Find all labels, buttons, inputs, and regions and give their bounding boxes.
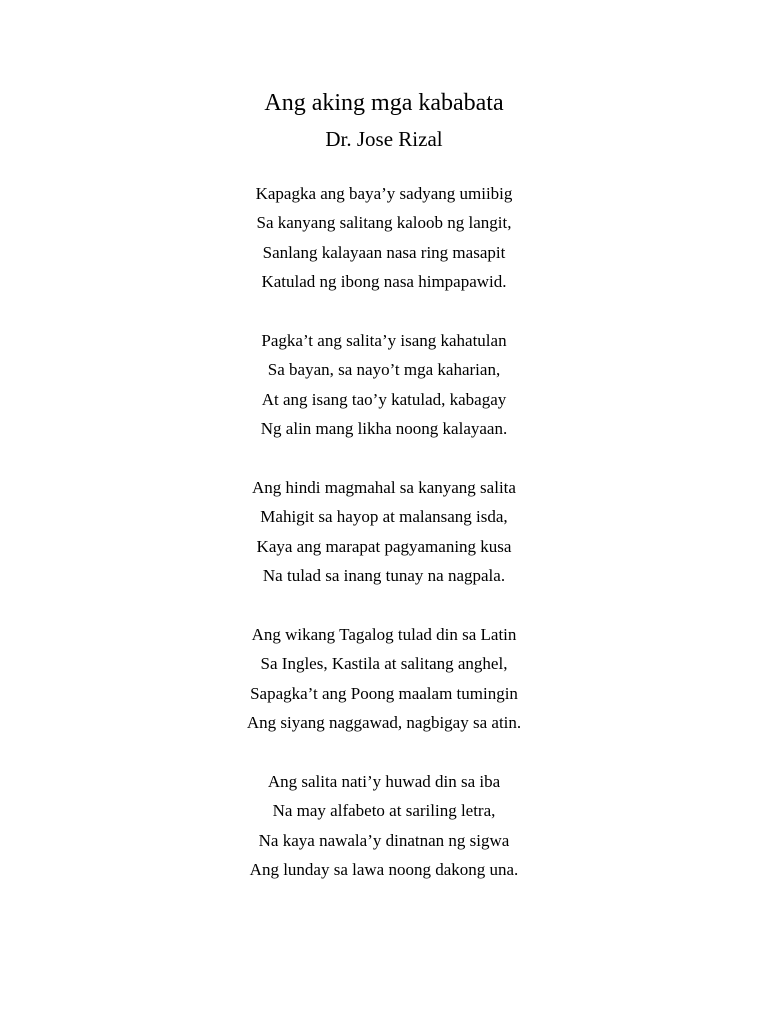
poem-body [0, 179, 768, 914]
stanza-4 [0, 620, 768, 767]
poem-line: Na kaya nawala’y dinatnan ng sigwa [258, 830, 510, 850]
poem-line: Ng alin mang likha noong kalayaan. [260, 419, 508, 439]
poem-title: Ang aking mga kababata [264, 90, 504, 116]
poem-line: Sa bayan, sa nayo’t mga kaharian, [267, 360, 501, 380]
poem-line: Ang wikang Tagalog tulad din sa Latin [251, 625, 517, 644]
poem-line: Sapagka’t ang Poong maalam tumingin [250, 683, 518, 703]
poem-line: Katulad ng ibong nasa himpapawid. [261, 272, 507, 292]
stanza-2 [0, 326, 768, 473]
poem-line: Kapagka ang baya’y sadyang umiibig [255, 184, 513, 203]
stanza-1 [0, 179, 768, 326]
stanza-3 [0, 473, 768, 620]
poem-line: Na may alfabeto at sariling letra, [272, 801, 496, 821]
poem-line: Ang hindi magmahal sa kanyang salita [252, 478, 516, 497]
poem-line: Sanlang kalayaan nasa ring masapit [262, 242, 506, 262]
poem-line: Na tulad sa inang tunay na nagpala. [262, 566, 506, 586]
poem-line: At ang isang tao’y katulad, kabagay [261, 389, 507, 409]
poem-line: Kaya ang marapat pagyamaning kusa [256, 536, 512, 556]
poem-line: Pagka’t ang salita’y isang kahatulan [261, 331, 507, 350]
stanza-5 [0, 767, 768, 914]
poem-line: Ang siyang naggawad, nagbigay sa atin. [246, 713, 522, 733]
poem-line: Mahigit sa hayop at malansang isda, [260, 507, 508, 527]
poem-line: Sa kanyang salitang kaloob ng langit, [256, 213, 512, 233]
poem-author: Dr. Jose Rizal [325, 127, 443, 151]
poem-line: Sa Ingles, Kastila at salitang anghel, [260, 654, 508, 674]
poem-line: Ang lunday sa lawa noong dakong una. [249, 860, 519, 880]
poem-line: Ang salita nati’y huwad din sa iba [267, 772, 501, 791]
